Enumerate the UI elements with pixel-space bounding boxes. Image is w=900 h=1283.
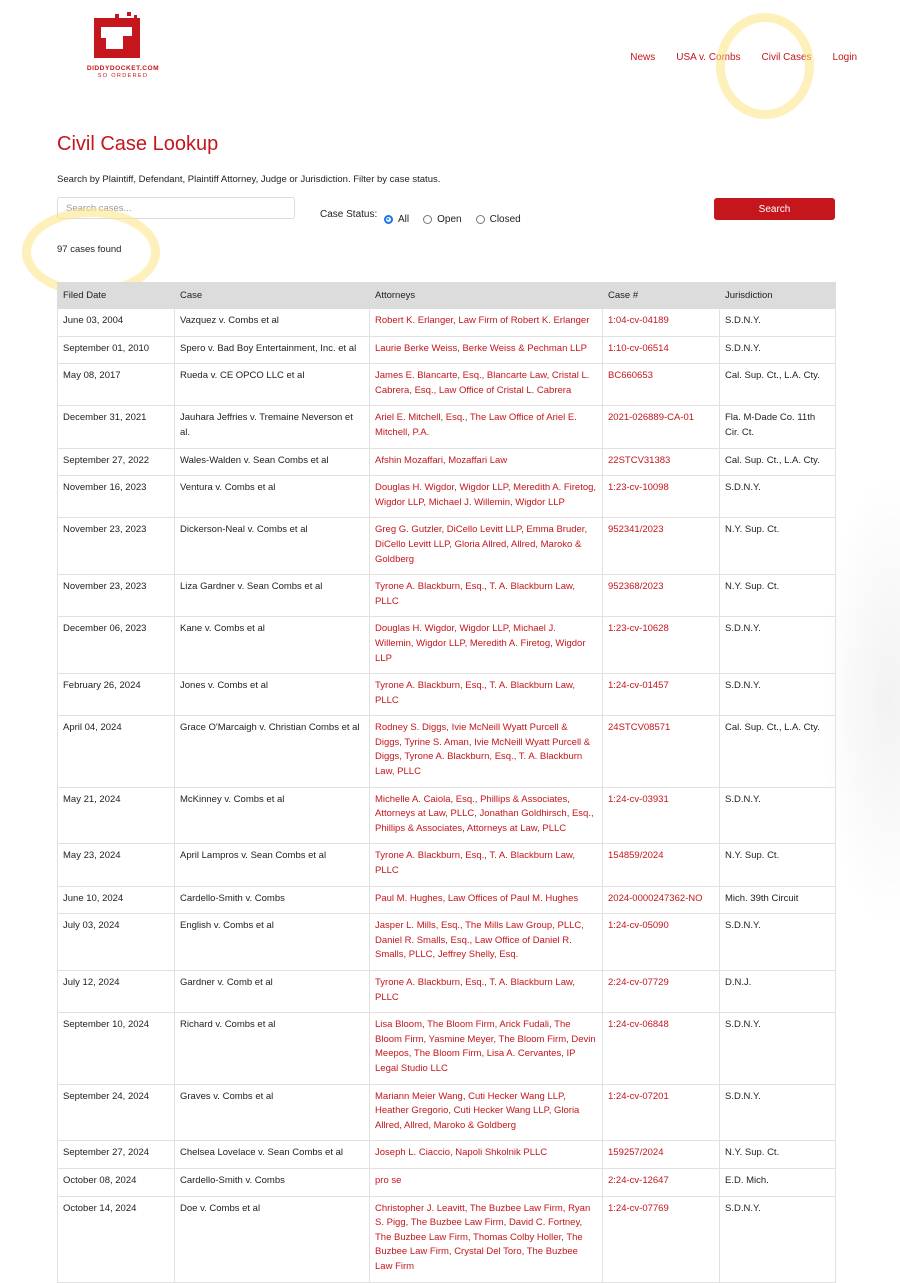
jurisdiction-cell: S.D.N.Y. (720, 787, 836, 844)
attorneys-link[interactable]: Douglas H. Wigdor, Wigdor LLP, Meredith A. Firetog, Wigdor LLP, Michael J. Willemin, Wigdor LLP (370, 476, 603, 518)
search-button[interactable]: Search (714, 198, 835, 220)
attorneys-link[interactable]: Tyrone A. Blackburn, Esq., T. A. Blackburn Law, PLLC (370, 971, 603, 1013)
case-name-cell: Liza Gardner v. Sean Combs et al (175, 575, 370, 617)
radio-unchecked-icon[interactable] (476, 215, 485, 224)
filed-date-cell: November 23, 2023 (58, 575, 175, 617)
filed-date-cell: June 03, 2004 (58, 309, 175, 337)
table-row (58, 1196, 836, 1282)
nav-usa-v-combs[interactable]: USA v. Combs (676, 52, 741, 63)
filed-date-cell: February 26, 2024 (58, 674, 175, 716)
jurisdiction-cell: N.Y. Sup. Ct. (720, 575, 836, 617)
jurisdiction-cell: Fla. M-Dade Co. 11th Cir. Ct. (720, 406, 836, 448)
logo-tagline: SO ORDERED (97, 73, 149, 79)
case-status-filter (384, 214, 535, 225)
filed-date-cell: September 01, 2010 (58, 336, 175, 364)
attorneys-link[interactable]: Tyrone A. Blackburn, Esq., T. A. Blackburn Law, PLLC (370, 575, 603, 617)
case-number-link[interactable]: 1:24-cv-01457 (603, 674, 720, 716)
case-name-cell: Chelsea Lovelace v. Sean Combs et al (175, 1141, 370, 1169)
case-name-cell: McKinney v. Combs et al (175, 787, 370, 844)
case-number-link[interactable]: 2024-0000247362-NO (603, 886, 720, 914)
attorneys-link[interactable]: Joseph L. Ciaccio, Napoli Shkolnik PLLC (370, 1141, 603, 1169)
attorneys-link[interactable]: Rodney S. Diggs, Ivie McNeill Wyatt Purcell & Diggs, Tyrine S. Aman, Ivie McNeill Wyatt Purcell & Diggs, Tyrone A. Blackburn, Esq., T. A. Blackburn Law, PLLC (370, 716, 603, 787)
status-all-radio[interactable] (384, 214, 409, 225)
jurisdiction-cell: S.D.N.Y. (720, 674, 836, 716)
table-row (58, 674, 836, 716)
attorneys-link[interactable]: Douglas H. Wigdor, Wigdor LLP, Michael J. Willemin, Wigdor LLP, Meredith A. Firetog, Wigdor LLP (370, 617, 603, 674)
header-case: Case (175, 283, 370, 309)
results-count: 97 cases found (57, 244, 122, 255)
attorneys-link[interactable]: Laurie Berke Weiss, Berke Weiss & Pechman LLP (370, 336, 603, 364)
table-row (58, 336, 836, 364)
jurisdiction-cell: E.D. Mich. (720, 1168, 836, 1196)
nav-news[interactable]: News (630, 52, 656, 63)
case-number-link[interactable]: 24STCV08571 (603, 716, 720, 787)
case-name-cell: April Lampros v. Sean Combs et al (175, 844, 370, 886)
filed-date-cell: April 04, 2024 (58, 716, 175, 787)
case-name-cell: Grace O'Marcaigh v. Christian Combs et al (175, 716, 370, 787)
search-input[interactable] (57, 197, 295, 219)
header-case-number: Case # (603, 283, 720, 309)
jurisdiction-cell: Cal. Sup. Ct., L.A. Cty. (720, 716, 836, 787)
status-open-radio[interactable] (423, 214, 461, 225)
table-row (58, 575, 836, 617)
filed-date-cell: September 24, 2024 (58, 1084, 175, 1141)
status-closed-radio[interactable] (476, 214, 521, 225)
table-row (58, 476, 836, 518)
attorneys-link[interactable]: Robert K. Erlanger, Law Firm of Robert K. Erlanger (370, 309, 603, 337)
jurisdiction-cell: Mich. 39th Circuit (720, 886, 836, 914)
table-header-row (58, 283, 836, 309)
jurisdiction-cell: N.Y. Sup. Ct. (720, 1141, 836, 1169)
case-number-link[interactable]: 952341/2023 (603, 518, 720, 575)
case-name-cell: Gardner v. Comb et al (175, 971, 370, 1013)
filed-date-cell: September 27, 2024 (58, 1141, 175, 1169)
case-name-cell: Cardello-Smith v. Combs (175, 1168, 370, 1196)
case-name-cell: Jones v. Combs et al (175, 674, 370, 716)
attorneys-link[interactable]: Jasper L. Mills, Esq., The Mills Law Group, PLLC, Daniel R. Smalls, Esq., Law Office of Daniel R. Smalls, PLLC, Jeffrey Shelly, Esq. (370, 914, 603, 971)
header-jurisdiction: Jurisdiction (720, 283, 836, 309)
filed-date-cell: May 08, 2017 (58, 364, 175, 406)
case-name-cell: Graves v. Combs et al (175, 1084, 370, 1141)
site-logo[interactable] (84, 12, 164, 82)
table-row (58, 886, 836, 914)
filed-date-cell: June 10, 2024 (58, 886, 175, 914)
header-attorneys: Attorneys (370, 283, 603, 309)
case-name-cell: Spero v. Bad Boy Entertainment, Inc. et al (175, 336, 370, 364)
case-number-link[interactable]: 159257/2024 (603, 1141, 720, 1169)
filed-date-cell: November 23, 2023 (58, 518, 175, 575)
filed-date-cell: December 31, 2021 (58, 406, 175, 448)
case-name-cell: Jauhara Jeffries v. Tremaine Neverson et al. (175, 406, 370, 448)
case-name-cell: Richard v. Combs et al (175, 1013, 370, 1084)
case-number-link[interactable]: 2:24-cv-12647 (603, 1168, 720, 1196)
jurisdiction-cell: N.Y. Sup. Ct. (720, 844, 836, 886)
table-row (58, 518, 836, 575)
attorneys-link[interactable]: Michelle A. Caiola, Esq., Phillips & Associates, Attorneys at Law, PLLC, Jonathan Goldhirsch, Esq., Phillips & Associates, Attorneys at Law, PLLC (370, 787, 603, 844)
case-number-link[interactable]: 2:24-cv-07729 (603, 971, 720, 1013)
filed-date-cell: July 03, 2024 (58, 914, 175, 971)
status-all-label: All (398, 214, 410, 225)
table-row (58, 448, 836, 476)
case-number-link[interactable]: 952368/2023 (603, 575, 720, 617)
table-row (58, 1013, 836, 1084)
table-row (58, 364, 836, 406)
jurisdiction-cell: S.D.N.Y. (720, 1013, 836, 1084)
status-open-label: Open (437, 214, 462, 225)
table-row (58, 1168, 836, 1196)
table-row (58, 787, 836, 844)
jurisdiction-cell: Cal. Sup. Ct., L.A. Cty. (720, 364, 836, 406)
filed-date-cell: October 08, 2024 (58, 1168, 175, 1196)
jurisdiction-cell: S.D.N.Y. (720, 1196, 836, 1282)
attorneys-link[interactable]: Christopher J. Leavitt, The Buzbee Law Firm, Ryan S. Pigg, The Buzbee Law Firm, David C. Fortney, The Buzbee Law Firm, Thomas Colby Holler, The Buzbee Law Firm, Crystal Del Toro, The Buzbee Law Firm (370, 1196, 603, 1282)
case-status-label: Case Status: (320, 209, 378, 220)
case-number-link[interactable]: 1:24-cv-03931 (603, 787, 720, 844)
table-row (58, 1141, 836, 1169)
table-row (58, 309, 836, 337)
case-name-cell: Doe v. Combs et al (175, 1196, 370, 1282)
case-number-link[interactable]: BC660653 (603, 364, 720, 406)
case-number-link[interactable]: 1:23-cv-10098 (603, 476, 720, 518)
jurisdiction-cell: N.Y. Sup. Ct. (720, 518, 836, 575)
jurisdiction-cell: Cal. Sup. Ct., L.A. Cty. (720, 448, 836, 476)
filed-date-cell: October 14, 2024 (58, 1196, 175, 1282)
page-subtitle: Search by Plaintiff, Defendant, Plaintiff Attorney, Judge or Jurisdiction. Filter by case status. (57, 174, 441, 185)
highlight-circle-nav (716, 13, 814, 119)
header-filed-date: Filed Date (58, 283, 175, 309)
case-number-link[interactable]: 1:24-cv-07201 (603, 1084, 720, 1141)
jurisdiction-cell: D.N.J. (720, 971, 836, 1013)
attorneys-link[interactable]: James E. Blancarte, Esq., Blancarte Law, Cristal L. Cabrera, Esq., Law Office of Cristal L. Cabrera (370, 364, 603, 406)
table-row (58, 1084, 836, 1141)
nav-civil-cases[interactable]: Civil Cases (761, 52, 812, 63)
jurisdiction-cell: S.D.N.Y. (720, 476, 836, 518)
jurisdiction-cell: S.D.N.Y. (720, 309, 836, 337)
nav-login[interactable]: Login (832, 52, 857, 63)
main-nav (609, 52, 857, 63)
logo-mark-icon (90, 12, 156, 64)
filed-date-cell: December 06, 2023 (58, 617, 175, 674)
filed-date-cell: May 21, 2024 (58, 787, 175, 844)
case-number-link[interactable]: 1:10-cv-06514 (603, 336, 720, 364)
filed-date-cell: May 23, 2024 (58, 844, 175, 886)
attorneys-link[interactable]: Paul M. Hughes, Law Offices of Paul M. Hughes (370, 886, 603, 914)
page-title: Civil Case Lookup (57, 133, 219, 155)
filed-date-cell: July 12, 2024 (58, 971, 175, 1013)
case-number-link[interactable]: 1:24-cv-05090 (603, 914, 720, 971)
filed-date-cell: September 10, 2024 (58, 1013, 175, 1084)
attorneys-link[interactable]: Lisa Bloom, The Bloom Firm, Arick Fudali, The Bloom Firm, Yasmine Meyer, The Bloom Firm, Devin Meepos, The Bloom Firm, Lisa A. Cervantes, IP Legal Studio LLC (370, 1013, 603, 1084)
attorneys-link[interactable]: Afshin Mozaffari, Mozaffari Law (370, 448, 603, 476)
case-name-cell: Dickerson-Neal v. Combs et al (175, 518, 370, 575)
table-row (58, 406, 836, 448)
jurisdiction-cell: S.D.N.Y. (720, 617, 836, 674)
case-name-cell: Rueda v. CE OPCO LLC et al (175, 364, 370, 406)
case-name-cell: Ventura v. Combs et al (175, 476, 370, 518)
radio-checked-icon[interactable] (384, 215, 393, 224)
table-row (58, 617, 836, 674)
case-name-cell: English v. Combs et al (175, 914, 370, 971)
attorneys-link[interactable]: Greg G. Gutzler, DiCello Levitt LLP, Emma Bruder, DiCello Levitt LLP, Gloria Allred, Allred, Maroko & Goldberg (370, 518, 603, 575)
attorneys-link[interactable]: Tyrone A. Blackburn, Esq., T. A. Blackburn Law, PLLC (370, 674, 603, 716)
table-row (58, 844, 836, 886)
case-number-link[interactable]: 1:23-cv-10628 (603, 617, 720, 674)
cases-table (57, 282, 836, 1283)
case-name-cell: Cardello-Smith v. Combs (175, 886, 370, 914)
case-name-cell: Vazquez v. Combs et al (175, 309, 370, 337)
table-row (58, 914, 836, 971)
case-name-cell: Wales-Walden v. Sean Combs et al (175, 448, 370, 476)
case-number-link[interactable]: 22STCV31383 (603, 448, 720, 476)
jurisdiction-cell: S.D.N.Y. (720, 1084, 836, 1141)
table-row (58, 971, 836, 1013)
attorneys-link[interactable]: Mariann Meier Wang, Cuti Hecker Wang LLP, Heather Gregorio, Cuti Hecker Wang LLP, Gloria Allred, Allred, Maroko & Goldberg (370, 1084, 603, 1141)
attorneys-link[interactable]: Tyrone A. Blackburn, Esq., T. A. Blackburn Law, PLLC (370, 844, 603, 886)
table-row (58, 716, 836, 787)
logo-name: DIDDYDOCKET.COM (86, 65, 160, 72)
case-number-link[interactable]: 1:24-cv-06848 (603, 1013, 720, 1084)
attorneys-link[interactable]: Ariel E. Mitchell, Esq., The Law Office of Ariel E. Mitchell, P.A. (370, 406, 603, 448)
case-number-link[interactable]: 1:24-cv-07769 (603, 1196, 720, 1282)
case-number-link[interactable]: 2021-026889-CA-01 (603, 406, 720, 448)
jurisdiction-cell: S.D.N.Y. (720, 336, 836, 364)
case-name-cell: Kane v. Combs et al (175, 617, 370, 674)
radio-unchecked-icon[interactable] (423, 215, 432, 224)
case-number-link[interactable]: 154859/2024 (603, 844, 720, 886)
case-number-link[interactable]: 1:04-cv-04189 (603, 309, 720, 337)
filed-date-cell: September 27, 2022 (58, 448, 175, 476)
status-closed-label: Closed (489, 214, 521, 225)
attorneys-link[interactable]: pro se (370, 1168, 603, 1196)
jurisdiction-cell: S.D.N.Y. (720, 914, 836, 971)
filed-date-cell: November 16, 2023 (58, 476, 175, 518)
